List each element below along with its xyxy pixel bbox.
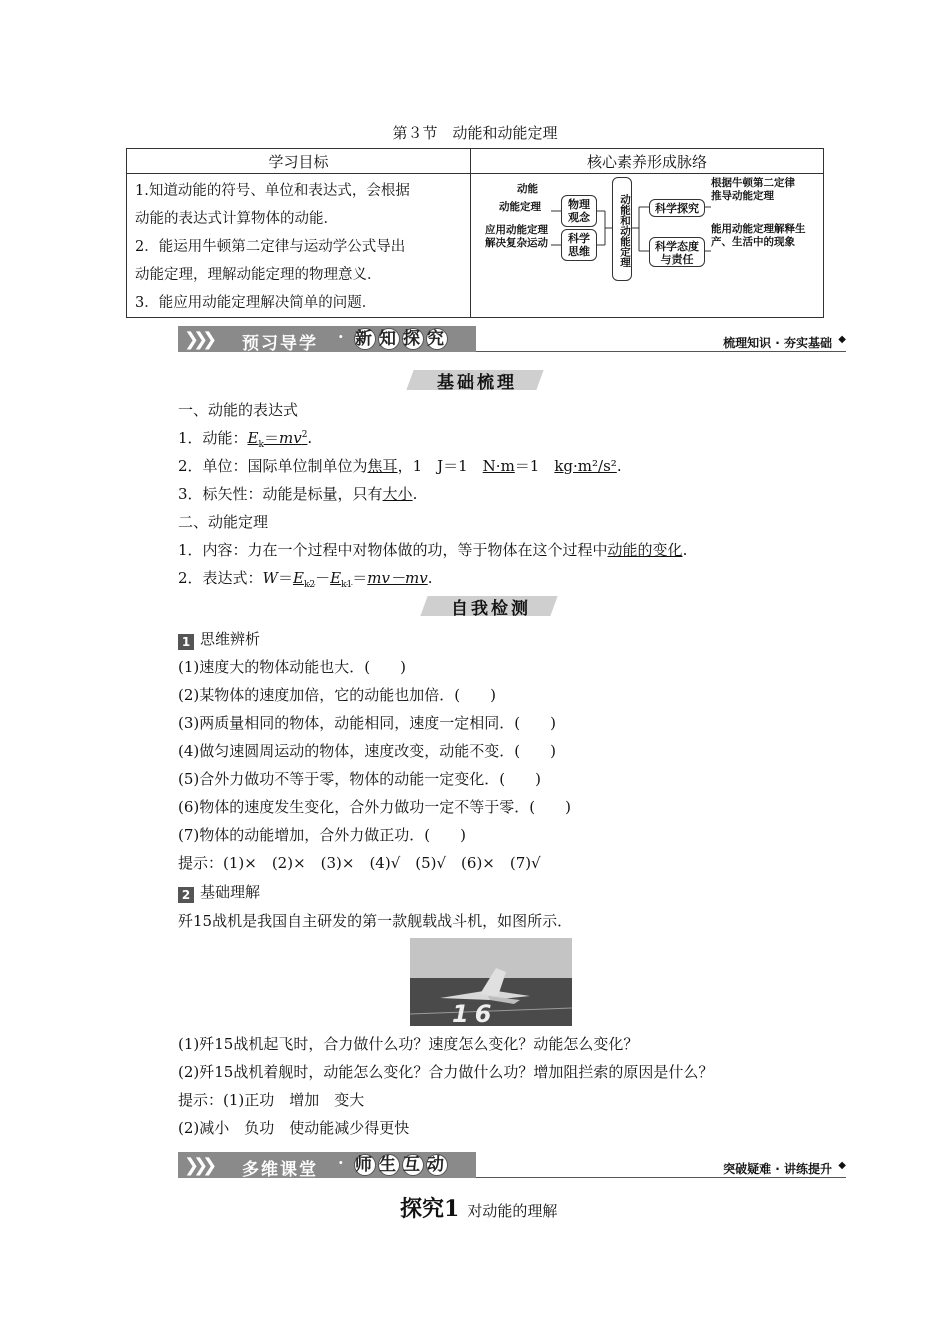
symbol: E xyxy=(292,569,304,587)
banner-char: 探 xyxy=(403,329,423,349)
table-header-competency: 核心素养形成脉络 xyxy=(586,153,707,171)
check-hint: 提示：(1)× (2)× (3)× (4)√ (5)√ (6)× (7)√ xyxy=(178,854,541,872)
text: 1．内容：力在一个过程中对物体做的功，等于物体在这个过程中 xyxy=(178,541,608,559)
banner-tagline: 突破疑难 · 讲练提升 xyxy=(723,1162,832,1176)
banner-dot: · xyxy=(338,1153,344,1172)
question-2: (2)歼15战机着舰时，动能怎么变化？合力做什么功？增加阻拦索的原因是什么？ xyxy=(178,1063,714,1081)
diagram-text-explain: 能用动能定理解释生 xyxy=(711,223,806,235)
text: ，1 J＝1 xyxy=(397,457,483,475)
blank-answer xyxy=(247,429,308,450)
text: 基础理解 xyxy=(200,883,261,901)
line-kinetic-energy xyxy=(178,427,312,450)
diamond-icon: ◆ xyxy=(838,334,846,345)
fighter-jet-photo xyxy=(410,938,572,1026)
text: . xyxy=(307,429,313,447)
text: 3．标矢性：动能是标量，只有 xyxy=(178,485,383,503)
check-item: (2)某物体的速度加倍，它的动能也加倍．( ) xyxy=(178,686,496,704)
question-1: (1)歼15战机起飞时，合力做什么功？速度怎么变化？动能怎么变化？ xyxy=(178,1035,639,1053)
table-header-divider xyxy=(127,173,823,174)
subscript: k1 xyxy=(341,580,353,590)
section-title: 第３节 动能和动能定理 xyxy=(392,124,558,142)
diagram-text-newton: 根据牛顿第二定律 xyxy=(711,177,795,189)
banner-char: 新 xyxy=(355,329,375,349)
blank-answer xyxy=(292,569,316,590)
text: . xyxy=(412,485,418,503)
line-scalar xyxy=(178,483,417,504)
check-item: (5)合外力做功不等于零，物体的动能一定变化．( ) xyxy=(178,770,541,788)
check-item: (3)两质量相同的物体，动能相同，速度一定相同．( ) xyxy=(178,714,556,732)
box-physics-concept: 物理 观念 xyxy=(561,195,597,227)
subheading-text: 自我检测 xyxy=(451,599,531,619)
banner-char: 互 xyxy=(403,1155,423,1175)
box-scientific-inquiry: 科学探究 xyxy=(649,199,705,217)
banner-left-text: 多维课堂 xyxy=(242,1160,318,1180)
competency-diagram xyxy=(479,177,819,315)
goal-line: 2．能运用牛顿第二定律与运动学公式导出 xyxy=(135,239,406,255)
table-header-goals: 学习目标 xyxy=(268,153,329,171)
line-content xyxy=(178,539,687,560)
superscript: 2 xyxy=(301,430,308,440)
check-intro: 歼15战机是我国自主研发的第一款舰载战斗机，如图所示． xyxy=(178,912,573,930)
number-1-icon: 1 xyxy=(178,634,194,650)
text: 1．动能： xyxy=(178,429,248,447)
text: ＝ xyxy=(277,569,293,587)
line-unit xyxy=(178,455,622,476)
blank-answer: N·m xyxy=(482,457,515,475)
box-center-topic: 动能和动能定理 xyxy=(612,177,632,281)
symbol: W xyxy=(262,569,278,587)
symbol: E xyxy=(330,569,342,587)
text: 2．单位：国际单位制单位为 xyxy=(178,457,368,475)
text: － xyxy=(315,569,331,587)
text: . xyxy=(427,569,433,587)
blank-answer: 大小 xyxy=(382,485,413,503)
learning-goals xyxy=(135,177,465,317)
diamond-icon: ◆ xyxy=(838,1160,846,1171)
banner-char: 师 xyxy=(355,1155,375,1175)
text: ＝ xyxy=(263,429,279,447)
subscript: k xyxy=(258,440,264,450)
banner-underline xyxy=(476,351,846,352)
heading-kinetic-expression: 一、动能的表达式 xyxy=(178,401,299,419)
goal-line: 动能定理，理解动能定理的物理意义． xyxy=(135,267,382,283)
subheading-self-check xyxy=(424,594,558,619)
check-item: (4)做匀速圆周运动的物体，速度改变，动能不变．( ) xyxy=(178,742,556,760)
symbol: E xyxy=(247,429,259,447)
text: 2．表达式： xyxy=(178,569,263,587)
subheading-basics xyxy=(410,368,544,393)
number-2-icon: 2 xyxy=(178,887,194,903)
banner-underline xyxy=(476,1177,846,1178)
diagram-text-apply: 应用动能定理 xyxy=(485,224,548,236)
banner-char: 知 xyxy=(379,329,399,349)
banner-char: 生 xyxy=(379,1155,399,1175)
box-scientific-thinking: 科学 思维 xyxy=(561,229,597,261)
check-item: (7)物体的动能增加，合外力做正功．( ) xyxy=(178,826,466,844)
banner-char: 究 xyxy=(427,329,447,349)
goal-line: 动能的表达式计算物体的动能． xyxy=(135,211,338,227)
symbol: mv xyxy=(278,429,302,447)
objectives-table xyxy=(126,148,824,318)
line-expression xyxy=(178,567,432,590)
heading-theorem: 二、动能定理 xyxy=(178,513,269,531)
blank-answer: 焦耳 xyxy=(367,457,398,475)
banner-dot: · xyxy=(338,327,344,346)
diagram-text-complex: 解决复杂运动 xyxy=(485,237,548,249)
section-banner-preview xyxy=(178,326,846,354)
check-item: (6)物体的速度发生变化，合外力做功一定不等于零．( ) xyxy=(178,798,571,816)
banner-right-text xyxy=(354,1154,450,1176)
double-chevron-icon: ❯❯❯ xyxy=(184,329,212,350)
subscript: k2 xyxy=(303,580,316,590)
check-item: (1)速度大的物体动能也大．( ) xyxy=(178,658,406,676)
text: ＝ xyxy=(352,569,368,587)
answer-2: (2)减小 负功 使动能减少得更快 xyxy=(178,1119,410,1137)
explore-heading xyxy=(400,1192,557,1223)
banner-right-text xyxy=(354,328,450,350)
diagram-text-theorem: 动能定理 xyxy=(499,201,541,213)
banner-char: 动 xyxy=(427,1155,447,1175)
box-attitude-responsibility: 科学态度 与责任 xyxy=(649,237,705,267)
deck-number: 16 xyxy=(452,1000,498,1026)
banner-left-text: 预习导学 xyxy=(242,334,318,354)
subheading-text: 基础梳理 xyxy=(437,373,517,393)
text: . xyxy=(616,457,622,475)
goal-line: 1.知道动能的符号、单位和表达式，会根据 xyxy=(135,183,410,199)
goal-line: 3．能应用动能定理解决简单的问题． xyxy=(135,295,377,311)
blank-answer: mv－mv xyxy=(367,569,428,587)
explore-title: 对动能的理解 xyxy=(467,1202,558,1220)
text: . xyxy=(682,541,688,559)
blank-answer: 动能的变化 xyxy=(607,541,683,559)
blank-answer: kg·m²/s² xyxy=(554,457,617,475)
check-title-understanding xyxy=(178,881,260,903)
banner-tagline: 梳理知识 · 夯实基础 xyxy=(723,336,832,350)
answer-1: 提示：(1)正功 增加 变大 xyxy=(178,1091,365,1109)
text: ＝1 xyxy=(514,457,555,475)
table-divider xyxy=(470,149,471,317)
blank-answer xyxy=(330,569,353,590)
section-banner-classroom xyxy=(178,1152,846,1180)
diagram-text-life: 产、生活中的现象 xyxy=(711,236,795,248)
check-title-thinking xyxy=(178,628,260,650)
diagram-text-kinetic-energy: 动能 xyxy=(517,183,538,195)
diagram-text-derive: 推导动能定理 xyxy=(711,190,774,202)
double-chevron-icon: ❯❯❯ xyxy=(184,1155,212,1176)
explore-label: 探究1 xyxy=(400,1196,460,1222)
text: 思维辨析 xyxy=(200,630,261,648)
